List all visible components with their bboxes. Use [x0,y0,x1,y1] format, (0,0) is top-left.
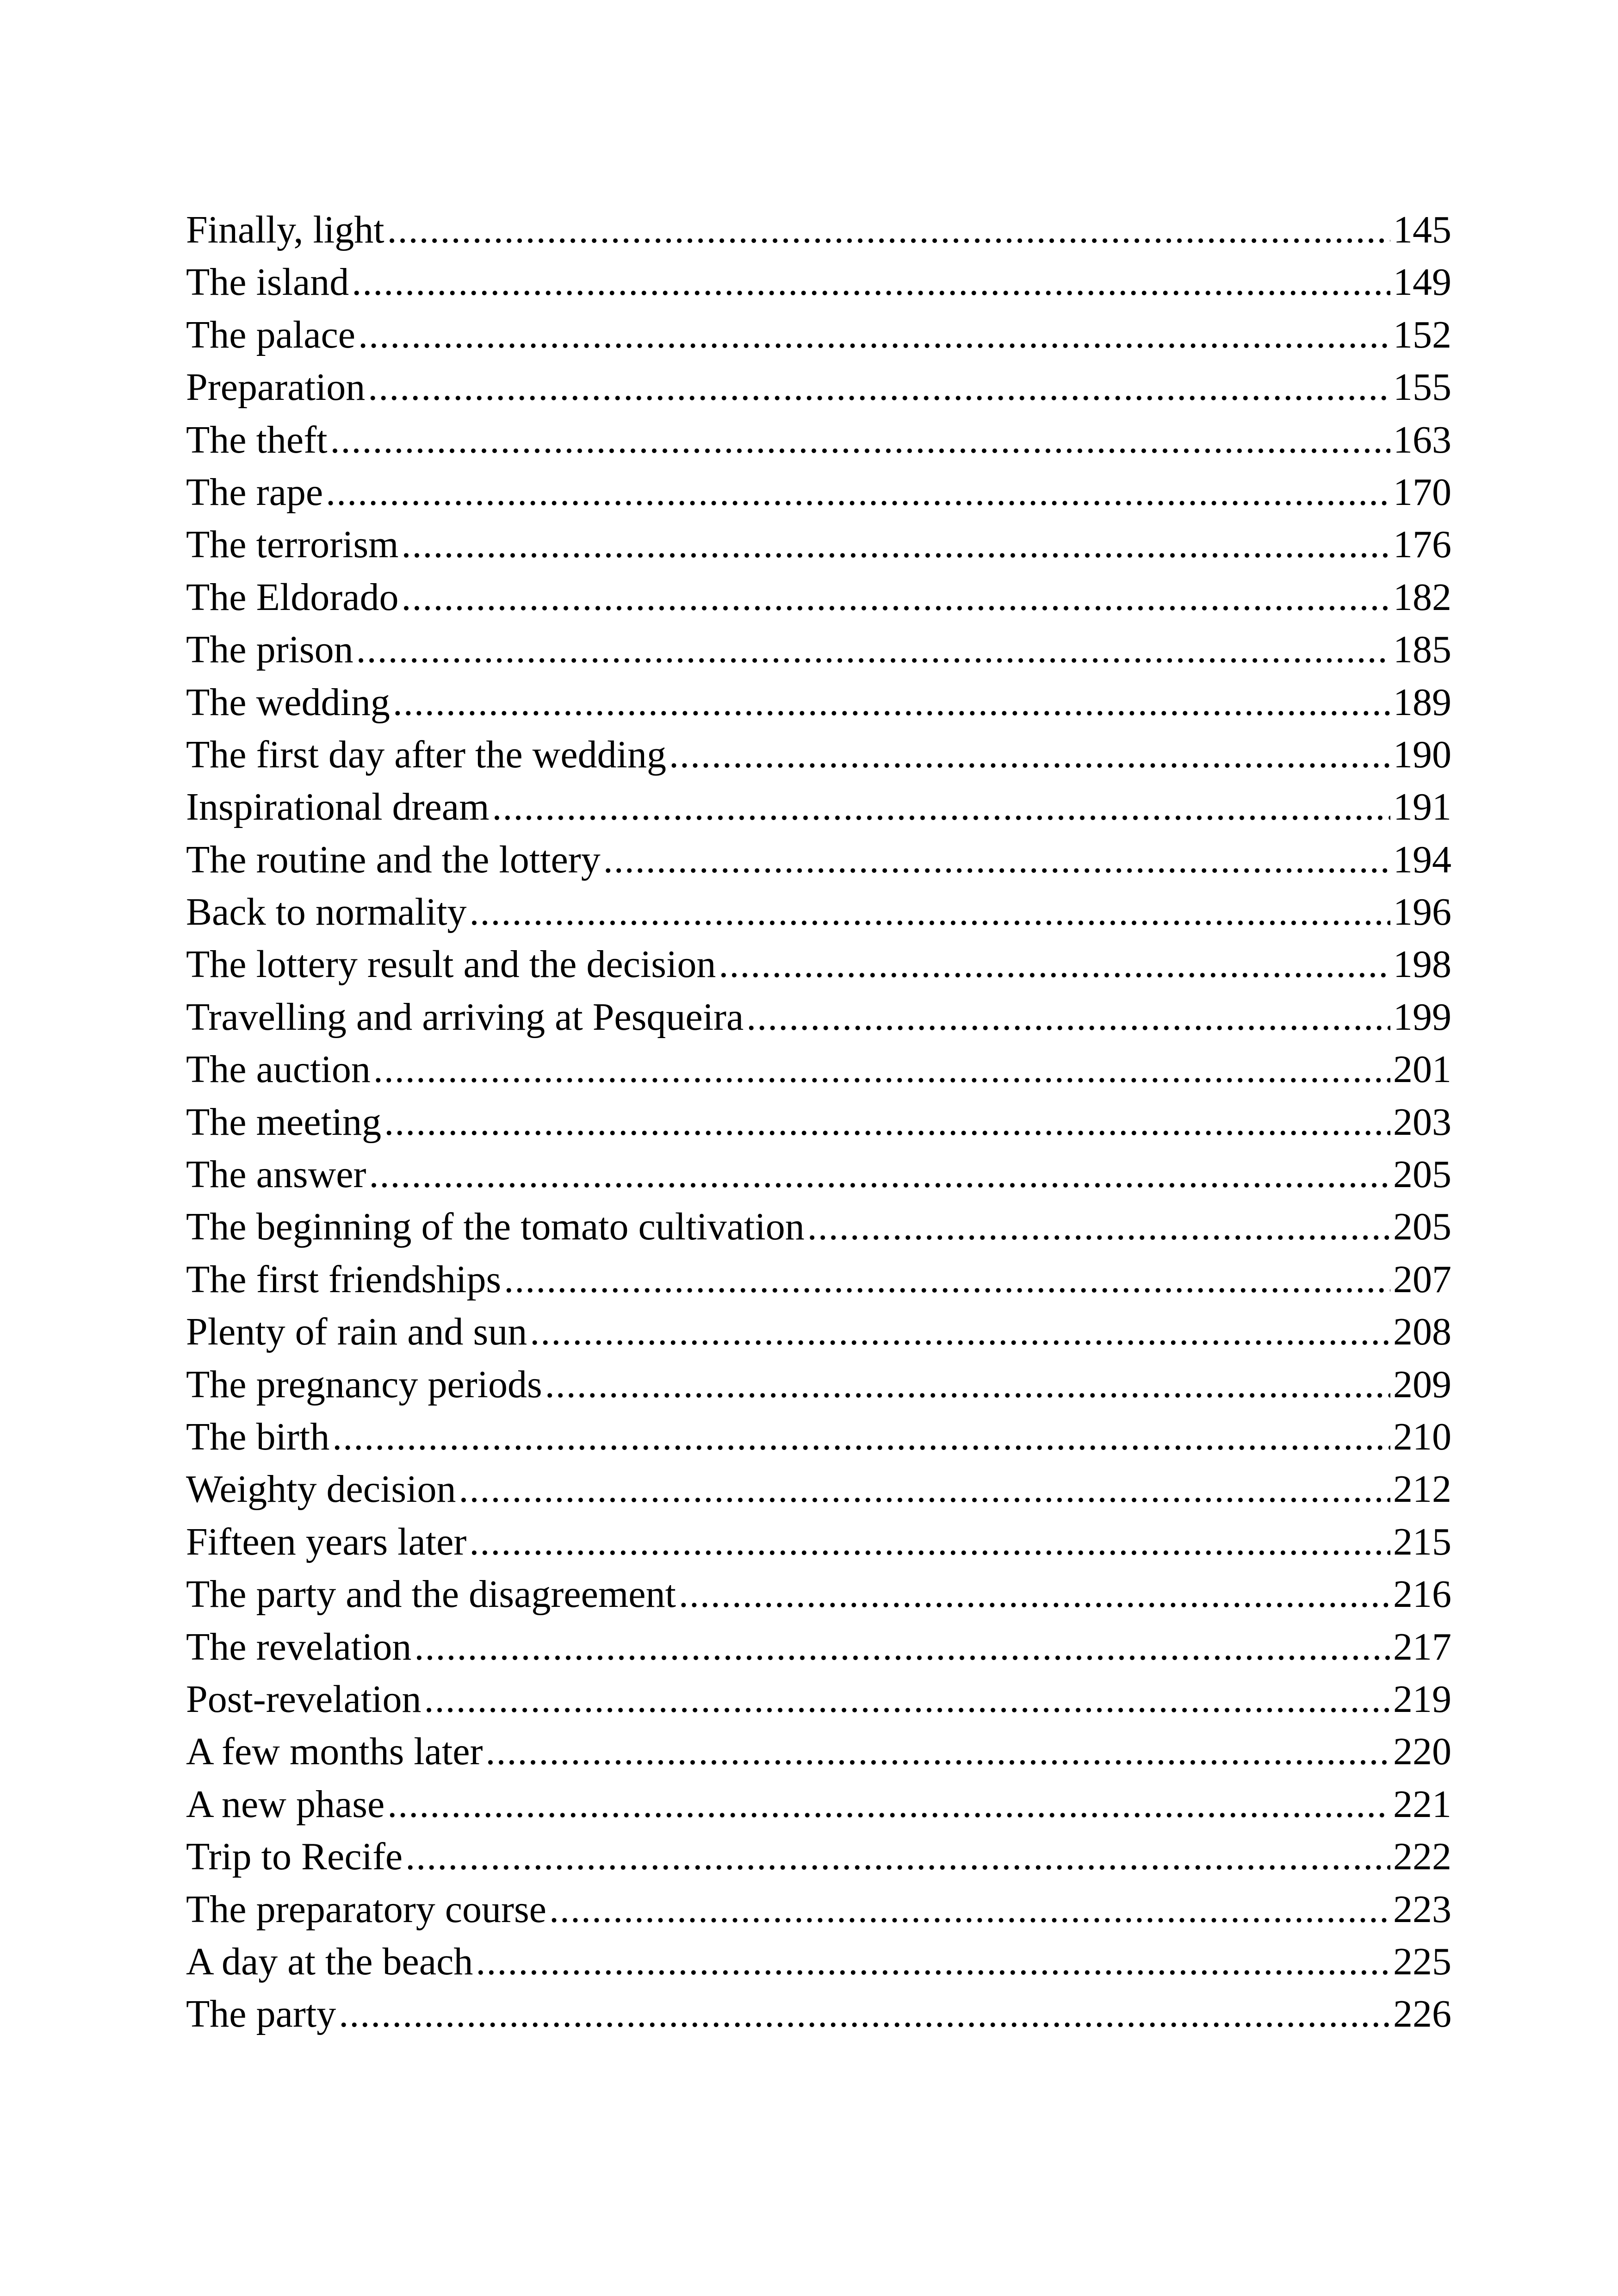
toc-entry-title: A few months later [186,1730,483,1773]
toc-entry-title: The Eldorado [186,575,399,619]
toc-entry-page-number: 219 [1393,1677,1451,1721]
toc-entry-page-number: 223 [1393,1887,1451,1931]
toc-dot-leader [549,1883,1390,1935]
toc-dot-leader [476,1935,1390,1988]
toc-entry-page-number: 182 [1393,575,1451,619]
toc-entry-title: The meeting [186,1100,382,1144]
toc-entry-page-number: 208 [1393,1310,1451,1354]
toc-dot-leader [530,1306,1390,1358]
toc-entry [186,1411,1451,1463]
toc-entry-title: The preparatory course [186,1887,546,1931]
toc-dot-leader [469,1516,1390,1568]
toc-entry-title: The palace [186,313,356,356]
toc-dot-leader [373,1043,1390,1095]
toc-entry [186,361,1451,413]
toc-entry [186,518,1451,571]
toc-entry [186,1673,1451,1725]
toc-dot-leader [746,991,1390,1043]
toc-entry [186,1568,1451,1620]
toc-dot-leader [387,204,1390,256]
toc-entry [186,1516,1451,1568]
toc-entry-page-number: 196 [1393,890,1451,934]
toc-entry [186,466,1451,518]
toc-dot-leader [356,623,1390,676]
toc-dot-leader [504,1253,1390,1306]
toc-dot-leader [719,938,1390,990]
toc-entry [186,1253,1451,1306]
toc-entry-page-number: 194 [1393,838,1451,881]
toc-entry-title: The first friendships [186,1257,502,1301]
toc-entry-page-number: 198 [1393,943,1451,986]
toc-entry-page-number: 210 [1393,1415,1451,1458]
toc-entry-title: The rape [186,470,323,514]
toc-entry-page-number: 217 [1393,1625,1451,1668]
toc-entry-title: Travelling and arriving at Pesqueira [186,995,744,1039]
toc-entry [186,414,1451,466]
toc-entry [186,1883,1451,1935]
toc-entry [186,676,1451,728]
toc-entry-title: A day at the beach [186,1940,473,1983]
toc-dot-leader [369,1148,1390,1201]
toc-entry-title: The party [186,1992,336,2036]
toc-entry-page-number: 221 [1393,1782,1451,1826]
toc-entry-title: Weighty decision [186,1468,456,1511]
toc-entry [186,1463,1451,1515]
toc-dot-leader [368,361,1390,413]
toc-entry-title: The theft [186,418,328,461]
toc-entry-page-number: 149 [1393,261,1451,304]
toc-dot-leader [332,1411,1390,1463]
toc-entry [186,781,1451,833]
toc-dot-leader [339,1988,1390,2040]
toc-entry-page-number: 185 [1393,628,1451,672]
toc-entry-page-number: 222 [1393,1835,1451,1879]
table-of-contents [186,204,1451,2041]
toc-entry [186,1935,1451,1988]
toc-entry-page-number: 205 [1393,1153,1451,1196]
toc-entry-page-number: 191 [1393,785,1451,829]
toc-entry [186,623,1451,676]
toc-entry-page-number: 207 [1393,1257,1451,1301]
toc-entry-title: Preparation [186,366,366,409]
toc-dot-leader [393,676,1390,728]
toc-entry [186,256,1451,308]
toc-entry [186,571,1451,623]
toc-dot-leader [492,781,1390,833]
toc-entry-page-number: 155 [1393,366,1451,409]
toc-entry-title: A new phase [186,1782,385,1826]
toc-entry [186,834,1451,886]
toc-dot-leader [459,1463,1390,1515]
toc-entry [186,1043,1451,1095]
toc-entry-title: The island [186,261,349,304]
toc-entry-title: The answer [186,1153,366,1196]
toc-entry-title: The auction [186,1048,371,1091]
toc-entry [186,1201,1451,1253]
toc-entry-page-number: 226 [1393,1992,1451,2036]
toc-dot-leader [414,1621,1390,1673]
toc-dot-leader [326,466,1390,518]
toc-dot-leader [470,886,1390,938]
toc-entry [186,1306,1451,1358]
toc-dot-leader [387,1778,1390,1830]
toc-entry-title: The routine and the lottery [186,838,601,881]
toc-entry [186,1148,1451,1201]
toc-entry-title: Inspirational dream [186,785,490,829]
toc-dot-leader [402,518,1391,571]
toc-entry [186,1725,1451,1778]
toc-entry-page-number: 215 [1393,1520,1451,1563]
toc-dot-leader [545,1358,1390,1411]
toc-dot-leader [405,1830,1390,1883]
toc-entry-title: Post-revelation [186,1677,422,1721]
toc-entry [186,204,1451,256]
toc-entry-title: The lottery result and the decision [186,943,716,986]
toc-entry-page-number: 145 [1393,208,1451,251]
toc-entry-page-number: 170 [1393,470,1451,514]
toc-entry-title: The first day after the wedding [186,733,666,776]
toc-entry [186,1830,1451,1883]
toc-entry-page-number: 190 [1393,733,1451,776]
toc-entry-title: The revelation [186,1625,412,1668]
toc-entry [186,728,1451,781]
toc-entry-title: The beginning of the tomato cultivation [186,1205,805,1249]
toc-entry [186,1096,1451,1148]
toc-entry-page-number: 212 [1393,1468,1451,1511]
toc-entry-page-number: 163 [1393,418,1451,461]
toc-entry-title: The prison [186,628,353,672]
toc-dot-leader [679,1568,1390,1620]
toc-dot-leader [807,1201,1390,1253]
toc-entry-page-number: 220 [1393,1730,1451,1773]
toc-dot-leader [669,728,1390,781]
toc-dot-leader [603,834,1390,886]
toc-entry-page-number: 176 [1393,523,1451,566]
toc-entry-page-number: 205 [1393,1205,1451,1249]
toc-entry-title: Fifteen years later [186,1520,467,1563]
toc-entry [186,309,1451,361]
toc-entry-title: The pregnancy periods [186,1363,542,1406]
toc-entry-title: The birth [186,1415,330,1458]
toc-entry-page-number: 152 [1393,313,1451,356]
toc-entry-page-number: 225 [1393,1940,1451,1983]
toc-entry [186,1621,1451,1673]
toc-entry-page-number: 189 [1393,680,1451,724]
toc-dot-leader [352,256,1390,308]
toc-entry-title: The party and the disagreement [186,1573,676,1616]
toc-dot-leader [486,1725,1390,1778]
toc-dot-leader [330,414,1390,466]
toc-entry-page-number: 209 [1393,1363,1451,1406]
toc-dot-leader [402,571,1391,623]
toc-entry-page-number: 199 [1393,995,1451,1039]
toc-entry-page-number: 203 [1393,1100,1451,1144]
toc-dot-leader [424,1673,1390,1725]
toc-entry-title: The terrorism [186,523,399,566]
toc-entry [186,938,1451,990]
toc-entry [186,1988,1451,2040]
toc-entry-title: Plenty of rain and sun [186,1310,527,1354]
toc-dot-leader [384,1096,1390,1148]
toc-entry [186,1358,1451,1411]
toc-entry [186,1778,1451,1830]
toc-entry-title: Back to normality [186,890,467,934]
toc-entry-page-number: 216 [1393,1573,1451,1616]
toc-dot-leader [358,309,1390,361]
toc-entry-title: The wedding [186,680,390,724]
toc-entry [186,886,1451,938]
toc-entry-title: Finally, light [186,208,384,251]
toc-entry [186,991,1451,1043]
toc-entry-page-number: 201 [1393,1048,1451,1091]
toc-entry-title: Trip to Recife [186,1835,403,1879]
